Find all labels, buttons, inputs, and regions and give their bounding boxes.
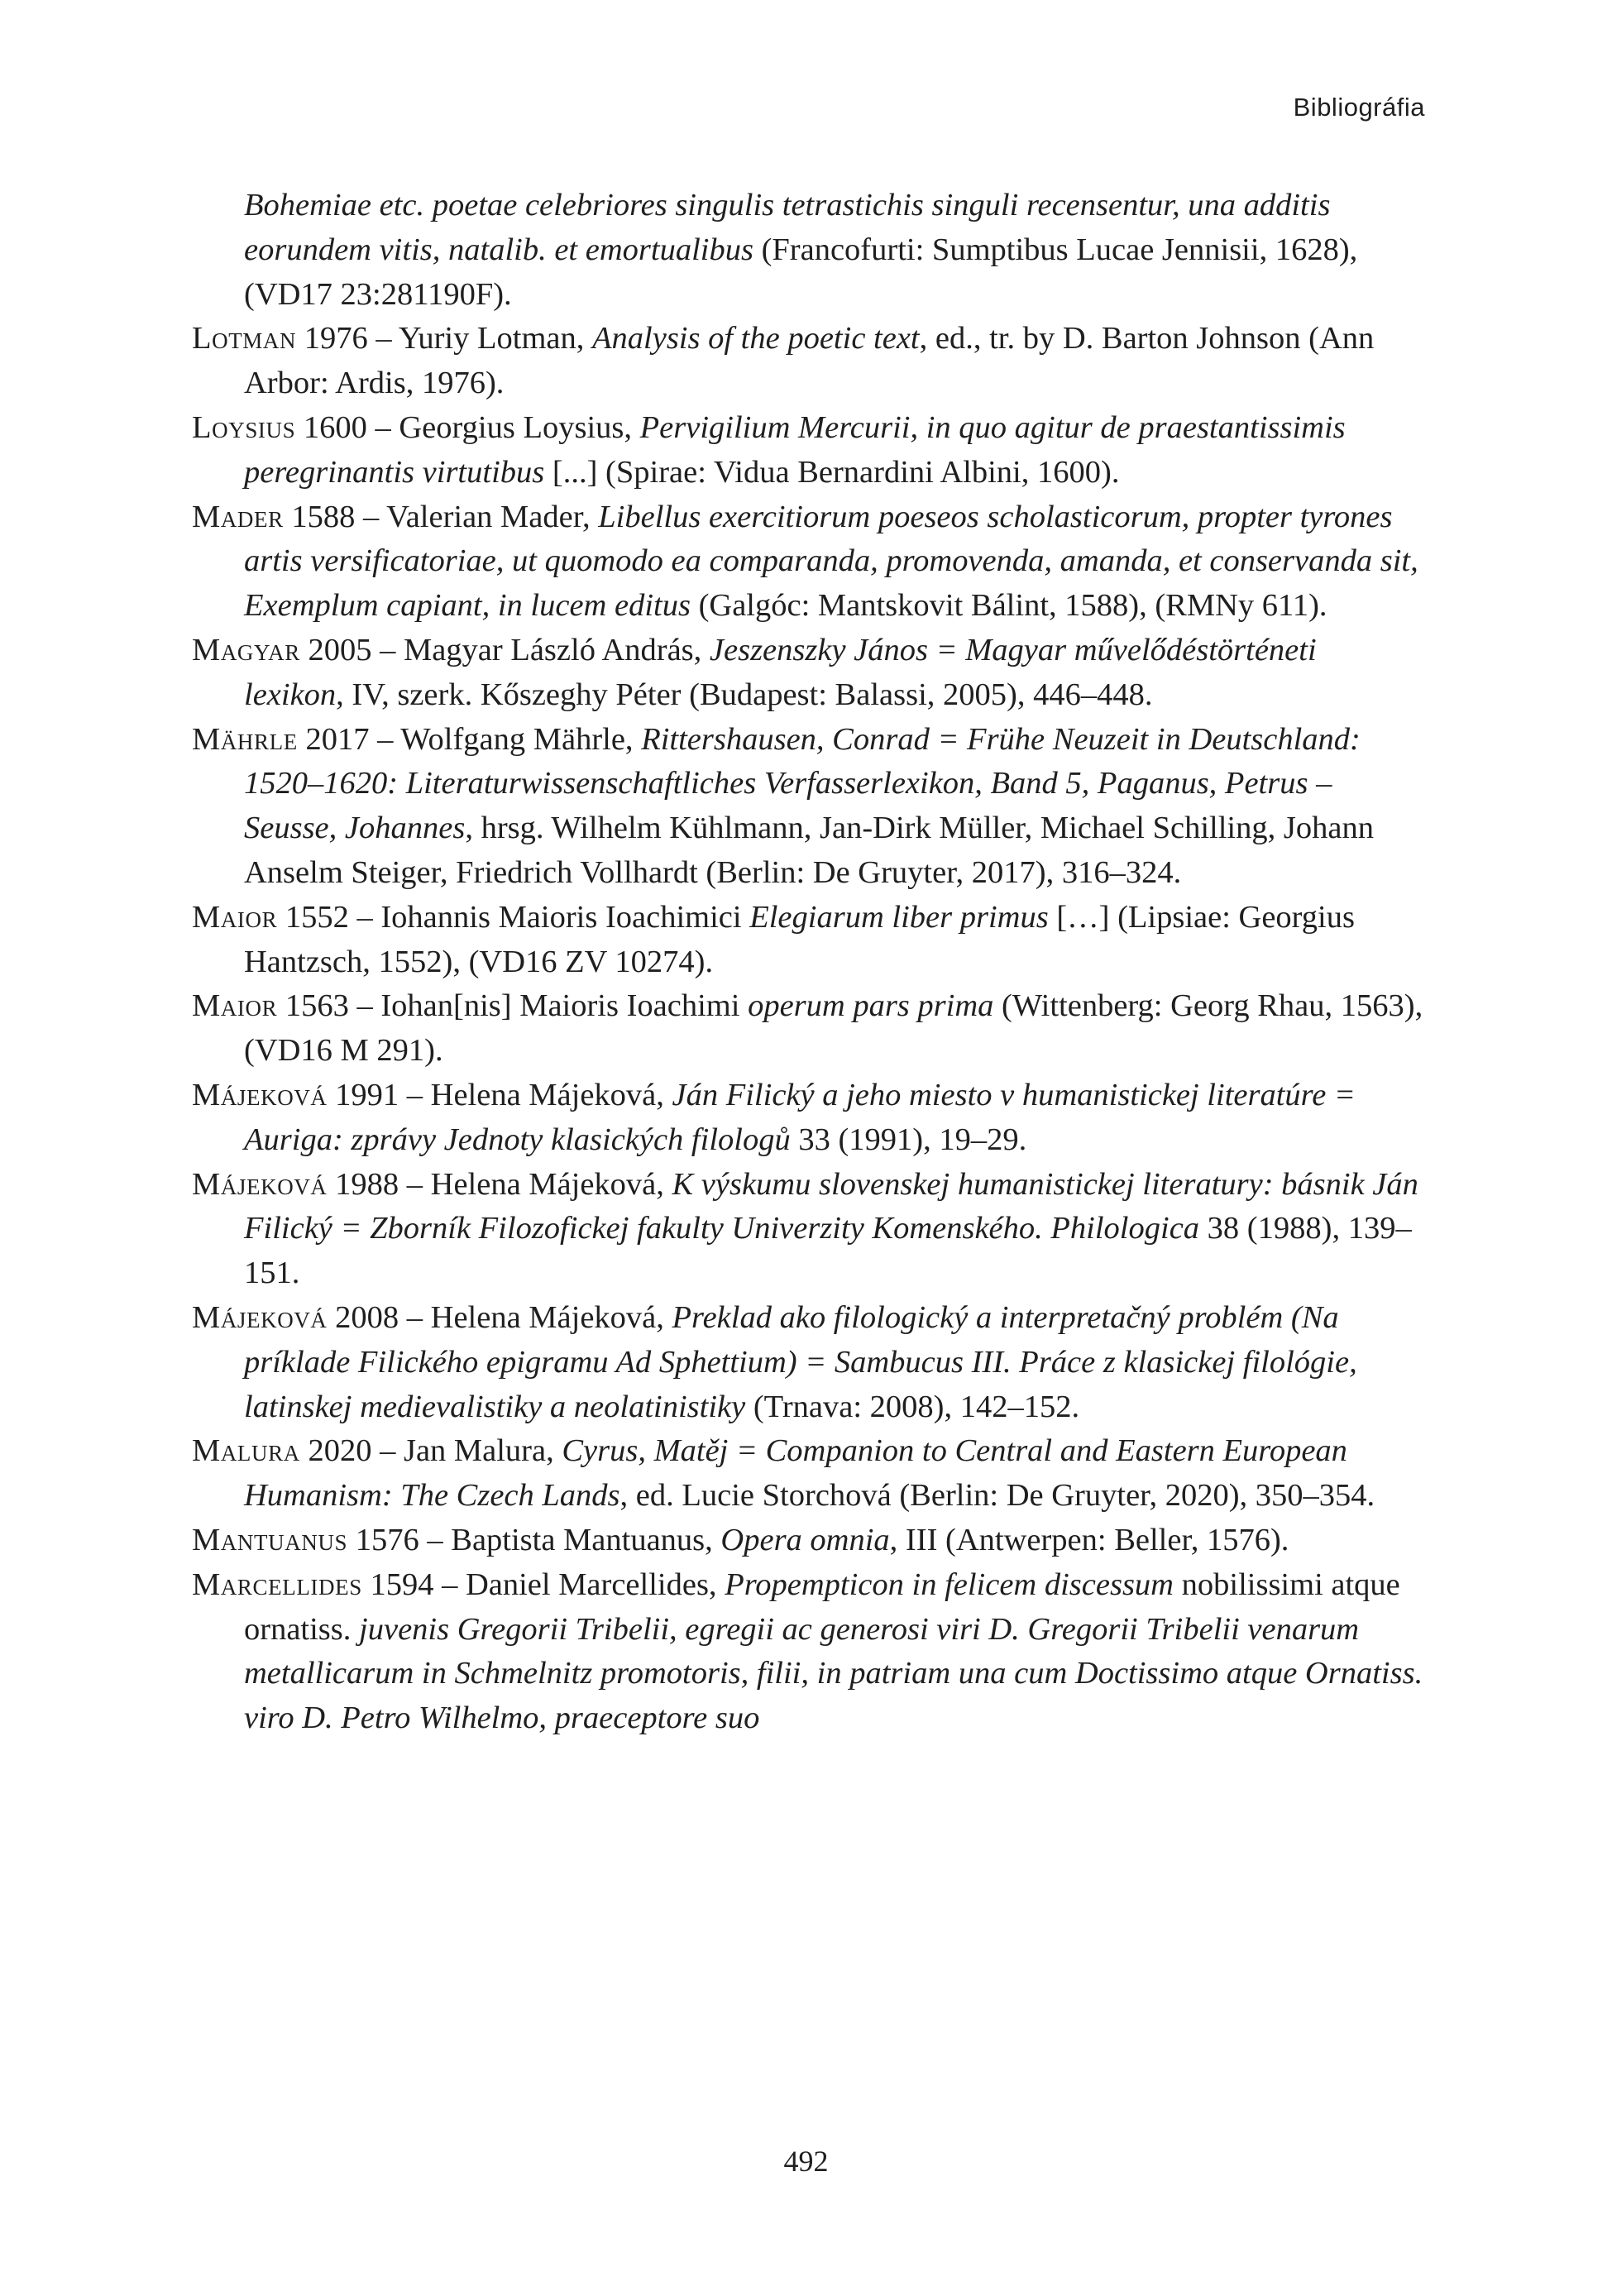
entry-key: Maior [192, 899, 278, 935]
entry-details: 33 (1991), 19–29. [790, 1122, 1027, 1157]
entries-container [192, 317, 1424, 1741]
entry-details: (Francofurti: Sumptibus Lucae Jennisii, 1628), (VD17 23:281190F). [244, 232, 1358, 312]
entry-title: Bohemiae etc. poetae celebriores singulis tetrastichis singuli recensentur, una additis eorundem vitis, natalib. et emortualibus [244, 188, 1331, 267]
entry-key: Mährle [192, 721, 298, 757]
entry-year: 1552 [285, 899, 349, 935]
entry-year: 2008 [335, 1299, 399, 1335]
entry-author: Jan Malura, [403, 1433, 562, 1469]
entry-author: Georgius Loysius, [399, 409, 640, 445]
entry-author: Helena Májeková, [430, 1299, 672, 1335]
entry-key: Lotman [192, 321, 297, 356]
entry-author: Baptista Mantuanus, [451, 1522, 721, 1557]
entry-year: 1600 [303, 409, 367, 445]
entry-title: Ján Filický a jeho miesto v humanistickej literatúre = Auriga: zprávy Jednoty klasických filologů [244, 1077, 1356, 1157]
entry-year: 1976 [304, 321, 368, 356]
bibliography-entry: Marcellides 1594 – Daniel Marcellides, Propempticon in felicem discessum nobilissimi atque ornatiss. juvenis Gregorii Tribelii, egregii ac generosi viri D. Gregorii Tribelii venarum metallicarum in Schmelnitz promotoris, filii, in patriam una cum Doctissimo atque Ornatiss. viro D. Petro Wilhelmo, praeceptore suo [192, 1567, 1423, 1736]
entry-key: Marcellides [192, 1567, 362, 1602]
entry-title: Jeszenszky János = Magyar művelődéstörténeti lexikon [244, 632, 1317, 712]
entry-title: Libellus exercitiorum poeseos scholasticorum, propter tyrones artis versificatoriae, ut quomodo ea comparanda, promovenda, amanda, et conservanda sit, Exemplum capiant, in lucem editus [244, 499, 1418, 624]
entry-key: Májeková [192, 1299, 328, 1335]
entry-year: 2020 [308, 1433, 372, 1469]
entry-details: nobilissimi atque ornatiss. [244, 1567, 1400, 1647]
entry-title: Elegiarum liber primus [749, 899, 1049, 935]
entry-details: (Wittenberg: Georg Rhau, 1563), (VD16 M 291). [244, 988, 1423, 1069]
bibliography-entry: Mader 1588 – Valerian Mader, Libellus exercitiorum poeseos scholasticorum, propter tyrones artis versificatoriae, ut quomodo ea comparanda, promovenda, amanda, et conservanda sit, Exemplum capiant, in lucem editus (Galgóc: Mantskovit Bálint, 1588), (RMNy 611). [192, 499, 1418, 624]
entry-author: Iohannis Maioris Ioachimici [380, 899, 750, 935]
bibliography-entry: Magyar 2005 – Magyar László András, Jeszenszky János = Magyar művelődéstörténeti lexikon, IV, szerk. Kőszeghy Péter (Budapest: Balassi, 2005), 446–448. [192, 632, 1317, 712]
bibliography-entry: Loysius 1600 – Georgius Loysius, Pervigilium Mercurii, in quo agitur de praestantissimis peregrinantis virtutibus [...] (Spirae: Vidua Bernardini Albini, 1600). [192, 409, 1346, 490]
entry-details: [...] (Spirae: Vidua Bernardini Albini, 1600). [544, 454, 1120, 490]
entry-details: , ed. Lucie Storchová (Berlin: De Gruyter, 2020), 350–354. [619, 1478, 1375, 1514]
entry-year: 1563 [285, 988, 349, 1024]
bibliography-entry: Májeková 1991 – Helena Májeková, Ján Filický a jeho miesto v humanistickej literatúre = Auriga: zprávy Jednoty klasických filologů 33 (1991), 19–29. [192, 1077, 1356, 1157]
entry-key: Maior [192, 988, 278, 1024]
entry-key: Mantuanus [192, 1522, 348, 1557]
entry-details: 38 (1988), 139–151. [244, 1211, 1412, 1291]
entry-details: (Galgóc: Mantskovit Bálint, 1588), (RMNy 611). [690, 588, 1327, 624]
entry-title-continued: juvenis Gregorii Tribelii, egregii ac generosi viri D. Gregorii Tribelii venarum metallicarum in Schmelnitz promotoris, filii, in patriam una cum Doctissimo atque Ornatiss. viro D. Petro Wilhelmo, praeceptore suo [244, 1611, 1423, 1736]
entry-year: 1991 [335, 1077, 399, 1112]
entry-author: Wolfgang Mährle, [400, 721, 642, 757]
entry-key: Magyar [192, 632, 300, 667]
entry-title: Cyrus, Matěj = Companion to Central and Eastern European Humanism: The Czech Lands [244, 1433, 1347, 1514]
entry-year: 1594 [370, 1567, 434, 1602]
entry-details: , hrsg. Wilhelm Kühlmann, Jan-Dirk Müller, Michael Schilling, Johann Anselm Steiger, Friedrich Vollhardt (Berlin: De Gruyter, 2017), 316–324. [244, 811, 1374, 890]
entry-title: Preklad ako filologický a interpretačný problém (Na príklade Filického epigramu Ad Sphettium) = Sambucus III. Práce z klasickej filológie, latinskej medievalistiky a neolatinistiky [244, 1299, 1357, 1424]
entry-year: 1988 [335, 1166, 399, 1202]
entry-key: Májeková [192, 1166, 328, 1202]
entry-title: Rittershausen, Conrad = Frühe Neuzeit in Deutschland: 1520–1620: Literaturwissenschaftliches Verfasserlexikon, Band 5, Paganus, Petrus – Seusse, Johannes [244, 721, 1361, 846]
entry-title: Analysis of the poetic text [592, 321, 920, 356]
bibliography-entry: Mährle 2017 – Wolfgang Mährle, Rittershausen, Conrad = Frühe Neuzeit in Deutschland: 1520–1620: Literaturwissenschaftliches Verfasserlexikon, Band 5, Paganus, Petrus – Seusse, Johannes, hrsg. Wilhelm Kühlmann, Jan-Dirk Müller, Michael Schilling, Johann Anselm Steiger, Friedrich Vollhardt (Berlin: De Gruyter, 2017), 316–324. [192, 721, 1374, 890]
entry-author: Daniel Marcellides, [465, 1567, 725, 1602]
entry-details: , IV, szerk. Kőszeghy Péter (Budapest: Balassi, 2005), 446–448. [336, 677, 1153, 712]
entry-key: Malura [192, 1433, 300, 1469]
bibliography-entry: Malura 2020 – Jan Malura, Cyrus, Matěj = Companion to Central and Eastern European Humanism: The Czech Lands, ed. Lucie Storchová (Berlin: De Gruyter, 2020), 350–354. [192, 1433, 1375, 1514]
bibliography-list [192, 184, 1424, 1741]
entry-title: K výskumu slovenskej humanistickej literatury: básnik Ján Filický = Zborník Filozofickej fakulty Univerzity Komenského. Philologica [244, 1166, 1418, 1246]
entry-key: Májeková [192, 1077, 328, 1112]
entry-title: Propempticon in felicem discessum [725, 1567, 1174, 1602]
entry-year: 2005 [308, 632, 372, 667]
entry-details: […] (Lipsiae: Georgius Hantzsch, 1552), (VD16 ZV 10274). [244, 899, 1355, 979]
entry-author: Helena Májeková, [430, 1166, 672, 1202]
entry-title: operum pars prima [748, 988, 994, 1024]
running-head: Bibliográfia [1293, 93, 1425, 122]
page-number: 492 [783, 2145, 829, 2178]
entry-year: 1576 [355, 1522, 419, 1557]
bibliography-entry: Maior 1552 – Iohannis Maioris Ioachimici Elegiarum liber primus […] (Lipsiae: Georgius Hantzsch, 1552), (VD16 ZV 10274). [192, 899, 1355, 979]
bibliography-entry: Lotman 1976 – Yuriy Lotman, Analysis of the poetic text, ed., tr. by D. Barton Johnson (Ann Arbor: Ardis, 1976). [192, 321, 1375, 401]
entry-title: Pervigilium Mercurii, in quo agitur de praestantissimis peregrinantis virtutibus [244, 409, 1346, 490]
bibliography-entry: Májeková 2008 – Helena Májeková, Preklad ako filologický a interpretačný problém (Na príklade Filického epigramu Ad Sphettium) = Sambucus III. Práce z klasickej filológie, latinskej medievalistiky a neolatinistiky (Trnava: 2008), 142–152. [192, 1299, 1357, 1424]
entry-key: Loysius [192, 409, 296, 445]
entry-author: Iohan[nis] Maioris Ioachimi [380, 988, 749, 1024]
bibliography-entry: Mantuanus 1576 – Baptista Mantuanus, Opera omnia, III (Antwerpen: Beller, 1576). [192, 1522, 1289, 1557]
entry-author: Yuriy Lotman, [398, 321, 593, 356]
entry-year: 1588 [291, 499, 356, 534]
bibliography-entry: Maior 1563 – Iohan[nis] Maioris Ioachimi operum pars prima (Wittenberg: Georg Rhau, 1563), (VD16 M 291). [192, 988, 1423, 1069]
entry-author: Magyar László András, [403, 632, 710, 667]
entry-details: , ed., tr. by D. Barton Johnson (Ann Arbor: Ardis, 1976). [244, 321, 1375, 401]
entry-details: (Trnava: 2008), 142–152. [745, 1389, 1080, 1424]
bibliography-entry: Májeková 1988 – Helena Májeková, K výskumu slovenskej humanistickej literatury: básnik Ján Filický = Zborník Filozofickej fakulty Univerzity Komenského. Philologica 38 (1988), 139–151. [192, 1166, 1418, 1291]
entry-key: Mader [192, 499, 284, 534]
entry-title: Opera omnia [720, 1522, 890, 1557]
entry-year: 2017 [305, 721, 370, 757]
entry-author: Helena Májeková, [430, 1077, 672, 1112]
bibliography-entry-continuation [192, 184, 1424, 317]
entry-author: Valerian Mader, [386, 499, 599, 534]
entry-details: , III (Antwerpen: Beller, 1576). [889, 1522, 1289, 1557]
